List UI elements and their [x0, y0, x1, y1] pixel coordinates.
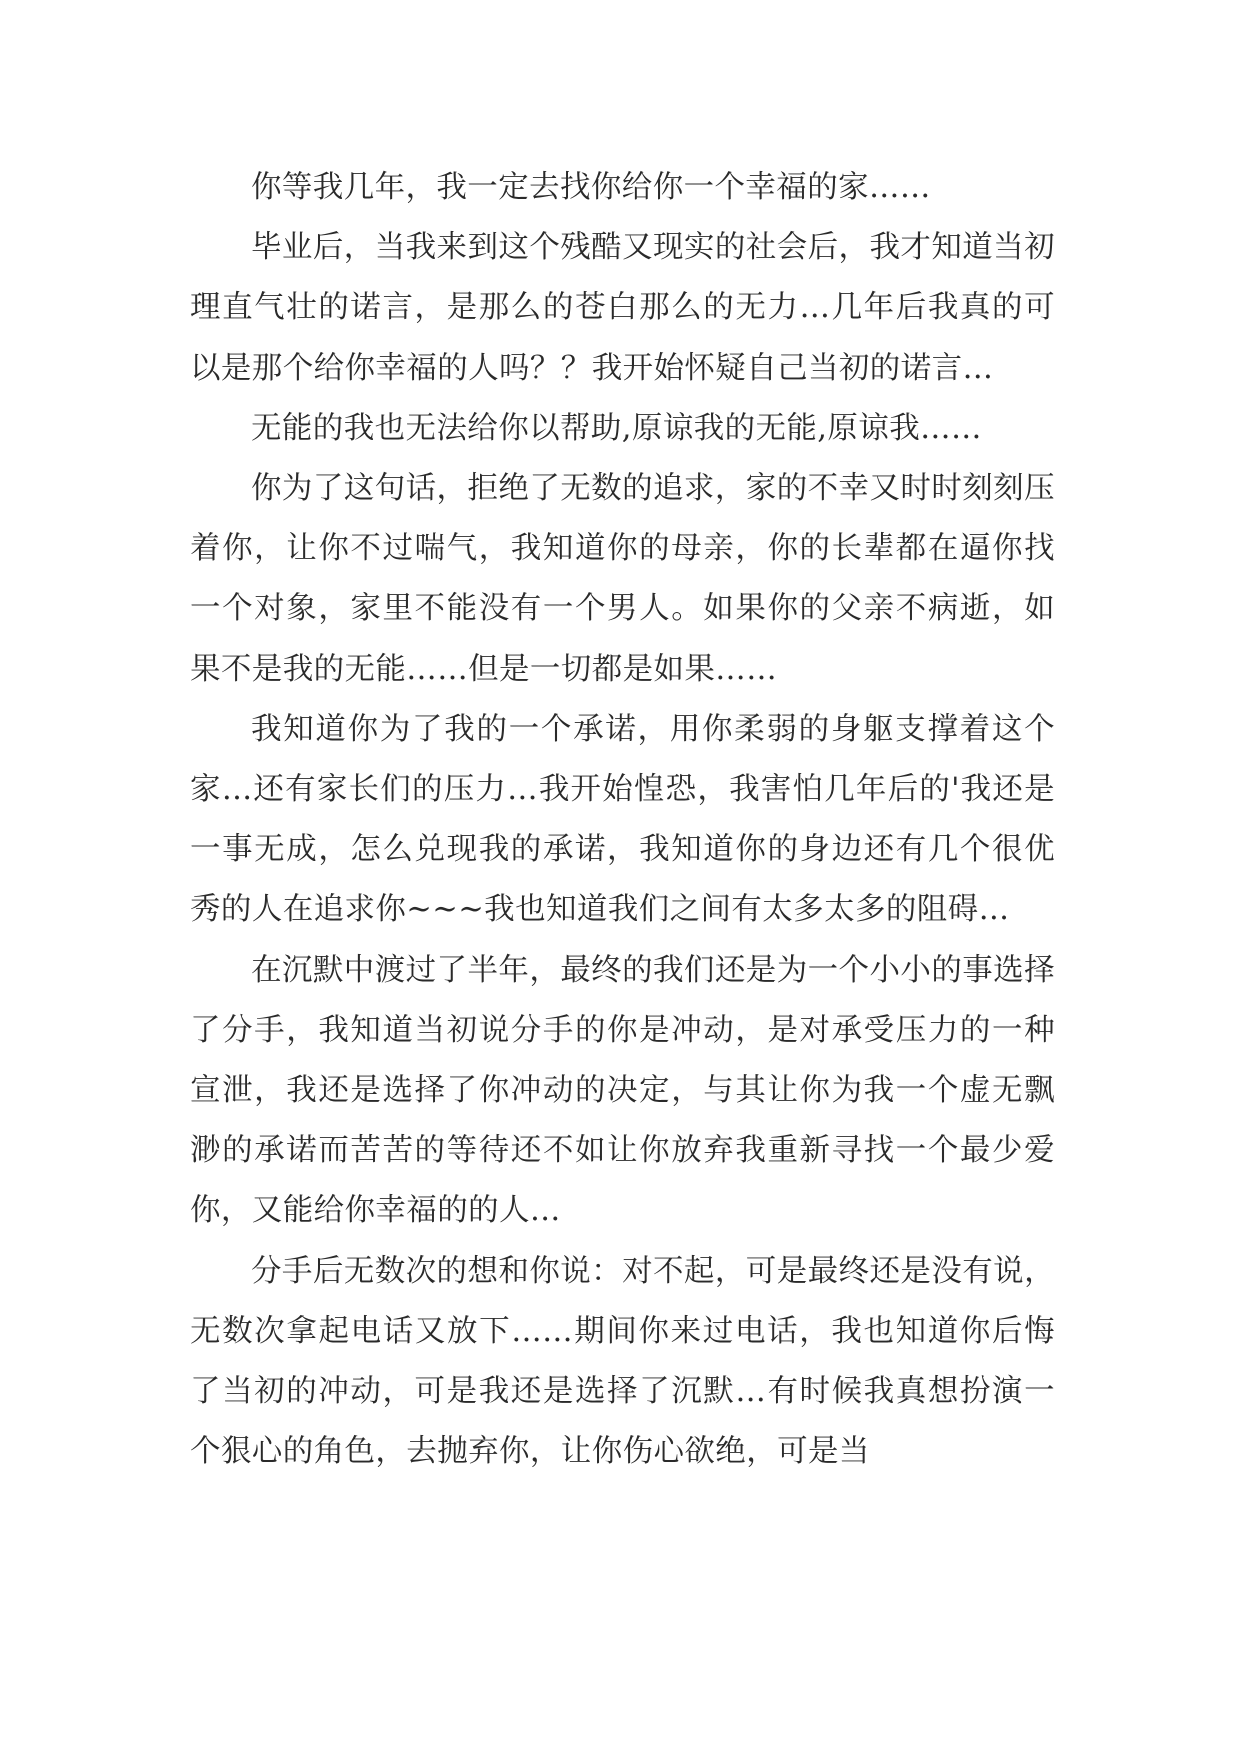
- paragraph-3: 无能的我也无法给你以帮助,原谅我的无能,原谅我……: [251, 410, 982, 446]
- paragraph-2: 毕业后，当我来到这个残酷又现实的社会后，我才知道当初理直气壮的诺言，是那么的苍白那么的无力…几年后我真的可以是那个给你幸福的人吗？？我开始怀疑自己当初的诺言…: [190, 230, 1055, 386]
- paragraph-6: 在沉默中渡过了半年，最终的我们还是为一个小小的事选择了分手，我知道当初说分手的你是冲动，是对承受压力的一种宣泄，我还是选择了你冲动的决定，与其让你为我一个虚无飘渺的承诺而苦苦的等待还不如让你放弃我重新寻找一个最少爱你，又能给你幸福的的人…: [190, 952, 1055, 1229]
- paragraph-1: 你等我几年，我一定去找你给你一个幸福的家……: [251, 170, 931, 205]
- paragraph-4: 你为了这句话，拒绝了无数的追求，家的不幸又时时刻刻压着你，让你不过喘气，我知道你的母亲，你的长辈都在逼你找一个对象，家里不能没有一个男人。如果你的父亲不病逝，如果不是我的无能……但是一切都是如果……: [190, 471, 1055, 687]
- paragraph-7: 分手后无数次的想和你说：对不起，可是最终还是没有说，无数次拿起电话又放下……期间你来过电话，我也知道你后悔了当初的冲动，可是我还是选择了沉默…有时候我真想扮演一个狠心的角色，去抛弃你，让你伤心欲绝，可是当: [190, 1253, 1055, 1470]
- body-text: [190, 158, 1055, 1482]
- paragraph-5: 我知道你为了我的一个承诺，用你柔弱的身躯支撑着这个家…还有家长们的压力…我开始惶恐，我害怕几年后的'我还是一事无成，怎么兑现我的承诺，我知道你的身边还有几个很优秀的人在追求你~~~我也知道我们之间有太多太多的阻碍…: [190, 711, 1055, 928]
